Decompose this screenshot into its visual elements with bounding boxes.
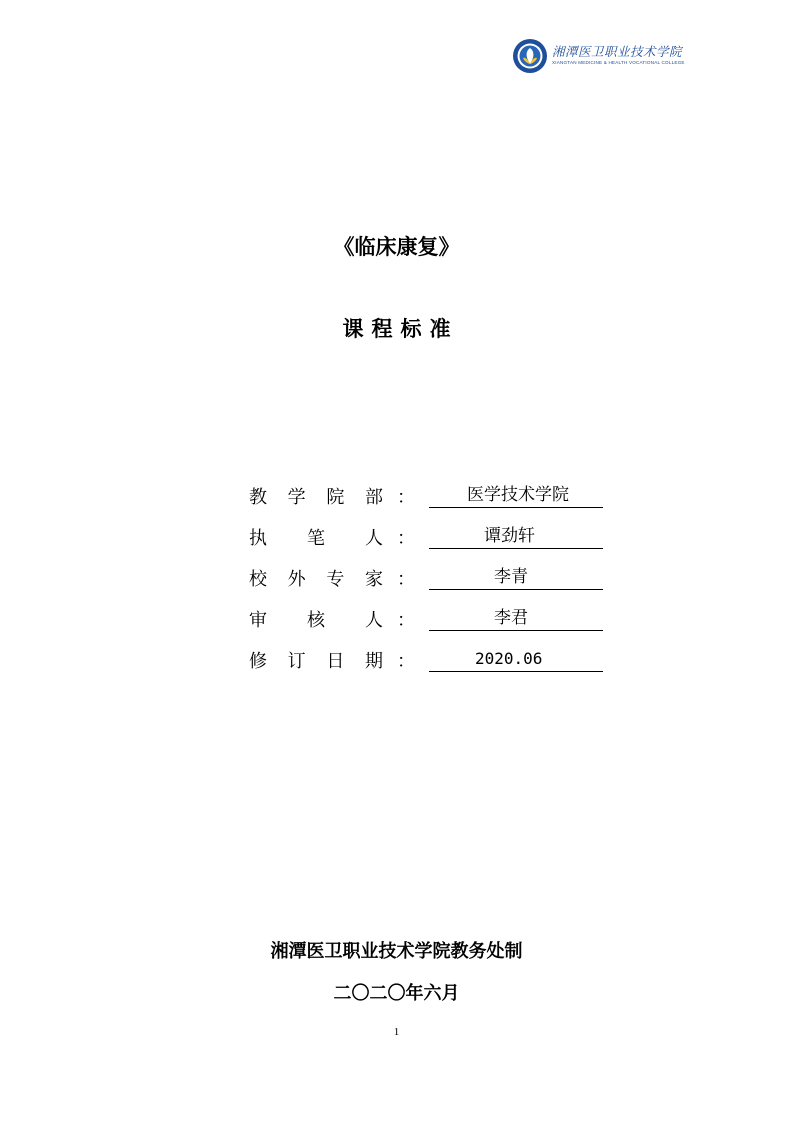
info-colon: ：: [397, 651, 415, 672]
info-label: 执 笔 人: [249, 528, 383, 549]
issuing-office: 湘潭医卫职业技术学院教务处制: [270, 941, 523, 962]
info-row-reviewer: [249, 606, 609, 634]
document-type: 课程标准: [342, 317, 459, 341]
info-colon: ：: [397, 487, 415, 508]
info-label: 校 外 专 家: [249, 569, 383, 590]
college-emblem-icon: [512, 38, 548, 74]
college-logo: [512, 38, 685, 78]
logo-english-name: XIANGTAN MEDICINE & HEALTH VOCATIONAL COLLEGE: [552, 60, 685, 65]
info-label: 审 核 人: [249, 610, 383, 631]
info-row-department: [249, 483, 609, 511]
page-number: 1: [393, 1026, 400, 1038]
info-colon: ：: [397, 610, 415, 631]
info-colon: ：: [397, 528, 415, 549]
info-value-external-expert: 李青: [429, 565, 603, 590]
info-value-author: 谭劲轩: [429, 524, 603, 549]
info-row-author: [249, 524, 609, 552]
info-row-external-expert: [249, 565, 609, 593]
info-row-revision-date: [249, 647, 609, 675]
issue-date: 二〇二〇年六月: [333, 983, 460, 1004]
info-label: 教 学 院 部: [249, 487, 383, 508]
info-colon: ：: [397, 569, 415, 590]
info-label: 修 订 日 期: [249, 651, 383, 672]
course-title: 《临床康复》: [333, 235, 460, 259]
info-value-reviewer: 李君: [429, 606, 603, 631]
logo-chinese-name: 湘潭医卫职业技术学院: [552, 44, 683, 59]
info-value-revision-date: 2020.06: [429, 647, 603, 672]
info-value-department: 医学技术学院: [429, 483, 603, 508]
